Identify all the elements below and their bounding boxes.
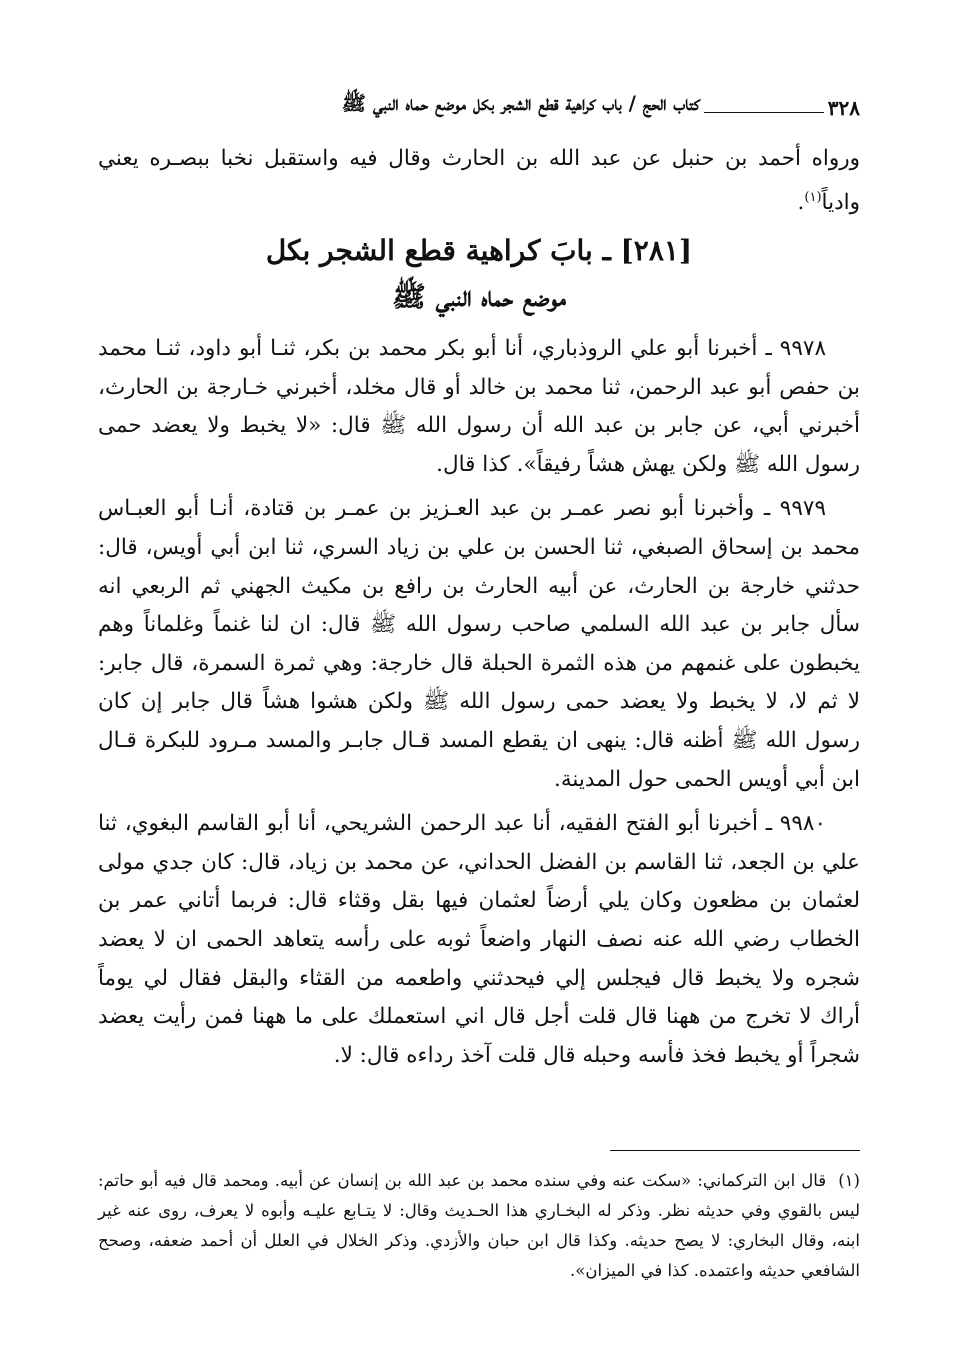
hadith-entry: [98, 330, 860, 484]
hadith-text: ـ أخبرنا أبو الفتح الفقيه، أنا عبد الرحمن الشريحي، أنا أبو القاسم البغوي، ثنا علي بن الجعد، ثنا القاسم بن الفضل الحداني، عن محمد بن زياد، قال: كان جدي مولى لعثمان بن مظعون وكان يلي أرضاً لعثمان فيها بقل وقثاء قال: فربما أتاني عمر بن الخطاب رضي الله عنه نصف النهار واضعاً ثوبه على رأسه يتعاهد الحمى ان لا يعضد شجره ولا يخبط قال فيجلس إلي فيحدثني واطعمه من القثاء والبقل فقال لي يوماً أراك لا تخرج من ههنا قال قلت أجل قال اني استعملك على ما ههنا فمن رأيت يعضد شجراً أو يخبط فخذ فأسه وحبله قال قلت آخذ رداءه قال: لا.: [98, 811, 860, 1068]
header-rule: [704, 112, 824, 113]
footnote: [98, 1166, 860, 1286]
chapter-heading-line-2: موضع حماه النبي ﷺ: [392, 280, 566, 313]
hadith-entry: [98, 490, 860, 799]
hadith-number: ٩٩٨٠: [779, 811, 826, 837]
hadith-text: ـ وأخبرنا أبو نصر عمـر بن عبد العـزيز بن عمـر بن قتادة، أنـا أبو العبـاس محمد بن إسحاق الصبغي، ثنا الحسن بن علي بن زياد السري، ثنا ابن أبي أويس، قال: حدثني خارجة بن الحارث، عن أبيه الحارث بن رافع بن مكيث الجهني ثم الربعي انه سأل جابر بن عبد الله السلمي صاحب رسول الله ﷺ قال: ان لنا غنماً وغلماناً وهم يخبطون على غنمهم من هذه الثمرة الحبلة قال خارجة: وهي ثمرة السمرة، قال جابر: لا ثم لا، لا يخبط ولا يعضد حمى رسول الله ﷺ ولكن هشوا هشاً قال جابر إن كان رسول الله ﷺ أظنه قال: ينهى ان يقطع المسد قـال جابـر والمسد مـرود للبكرة قـال ابن أبي أويس الحمى حول المدينة.: [98, 496, 860, 792]
chapter-heading-line-1: [٢٨١] ـ بابَ كراهية قطع الشجر بكل: [265, 234, 693, 267]
hadith-list: [98, 330, 860, 1081]
footnote-reference[interactable]: (١): [804, 189, 822, 205]
footnote-text: قال ابن التركماني: «سكت عنه وفي سنده محمد بن عبد الله بن إنسان عن أبيه. ومحمد قال فيه أبو حاتم: ليس بالقوي وفي حديثه نظر. وذكر له البخـاري هذا الحـديث وقال: لا يتـابع عليـه وأبوه لا يعرف، روى عنه غير ابنه، وقال البخاري: لا يصح حديثه. وكذا قال ابن حبان والأزدي. وذكر الخلال في العلل أن أحمد ضعفه، وصحح الشافعي حديثه واعتمده. كذا في الميزان».: [98, 1171, 860, 1280]
page-number: ٣٢٨: [827, 96, 860, 120]
hadith-number: ٩٩٧٩: [779, 496, 826, 522]
footnote-marker: (١): [838, 1171, 860, 1190]
hadith-text: ـ أخبرنا أبو علي الروذباري، أنا أبو بكر محمد بن بكر، ثنـا أبو داود، ثنـا محمد بن حفص أبو عبد الرحمن، ثنا محمد بن خالد أو قال مخلد، أخبرني خـارجة بن الحارث، أخبرني أبي، عن جابر بن عبد الله أن رسول الله ﷺ قال: «لا يخبط ولا يعضد حمى رسول الله ﷺ ولكن يهش هشاً رفيقاً». كذا قال.: [98, 336, 860, 477]
running-title: كتاب الحج / باب كراهية قطع الشجر بكل موضع حماه النبي ﷺ: [341, 91, 700, 115]
hadith-number: ٩٩٧٨: [779, 336, 826, 361]
intro-paragraph: [98, 140, 860, 222]
intro-end: .: [797, 189, 805, 215]
footnote-divider: [610, 1150, 860, 1151]
hadith-entry: [98, 805, 860, 1075]
intro-text: ورواه أحمد بن حنبل عن عبد الله بن الحارث وقال فيه واستقبل نخبا ببصـره يعني وادياً: [98, 146, 860, 215]
chapter-heading: [98, 228, 860, 320]
running-header: [98, 86, 860, 120]
